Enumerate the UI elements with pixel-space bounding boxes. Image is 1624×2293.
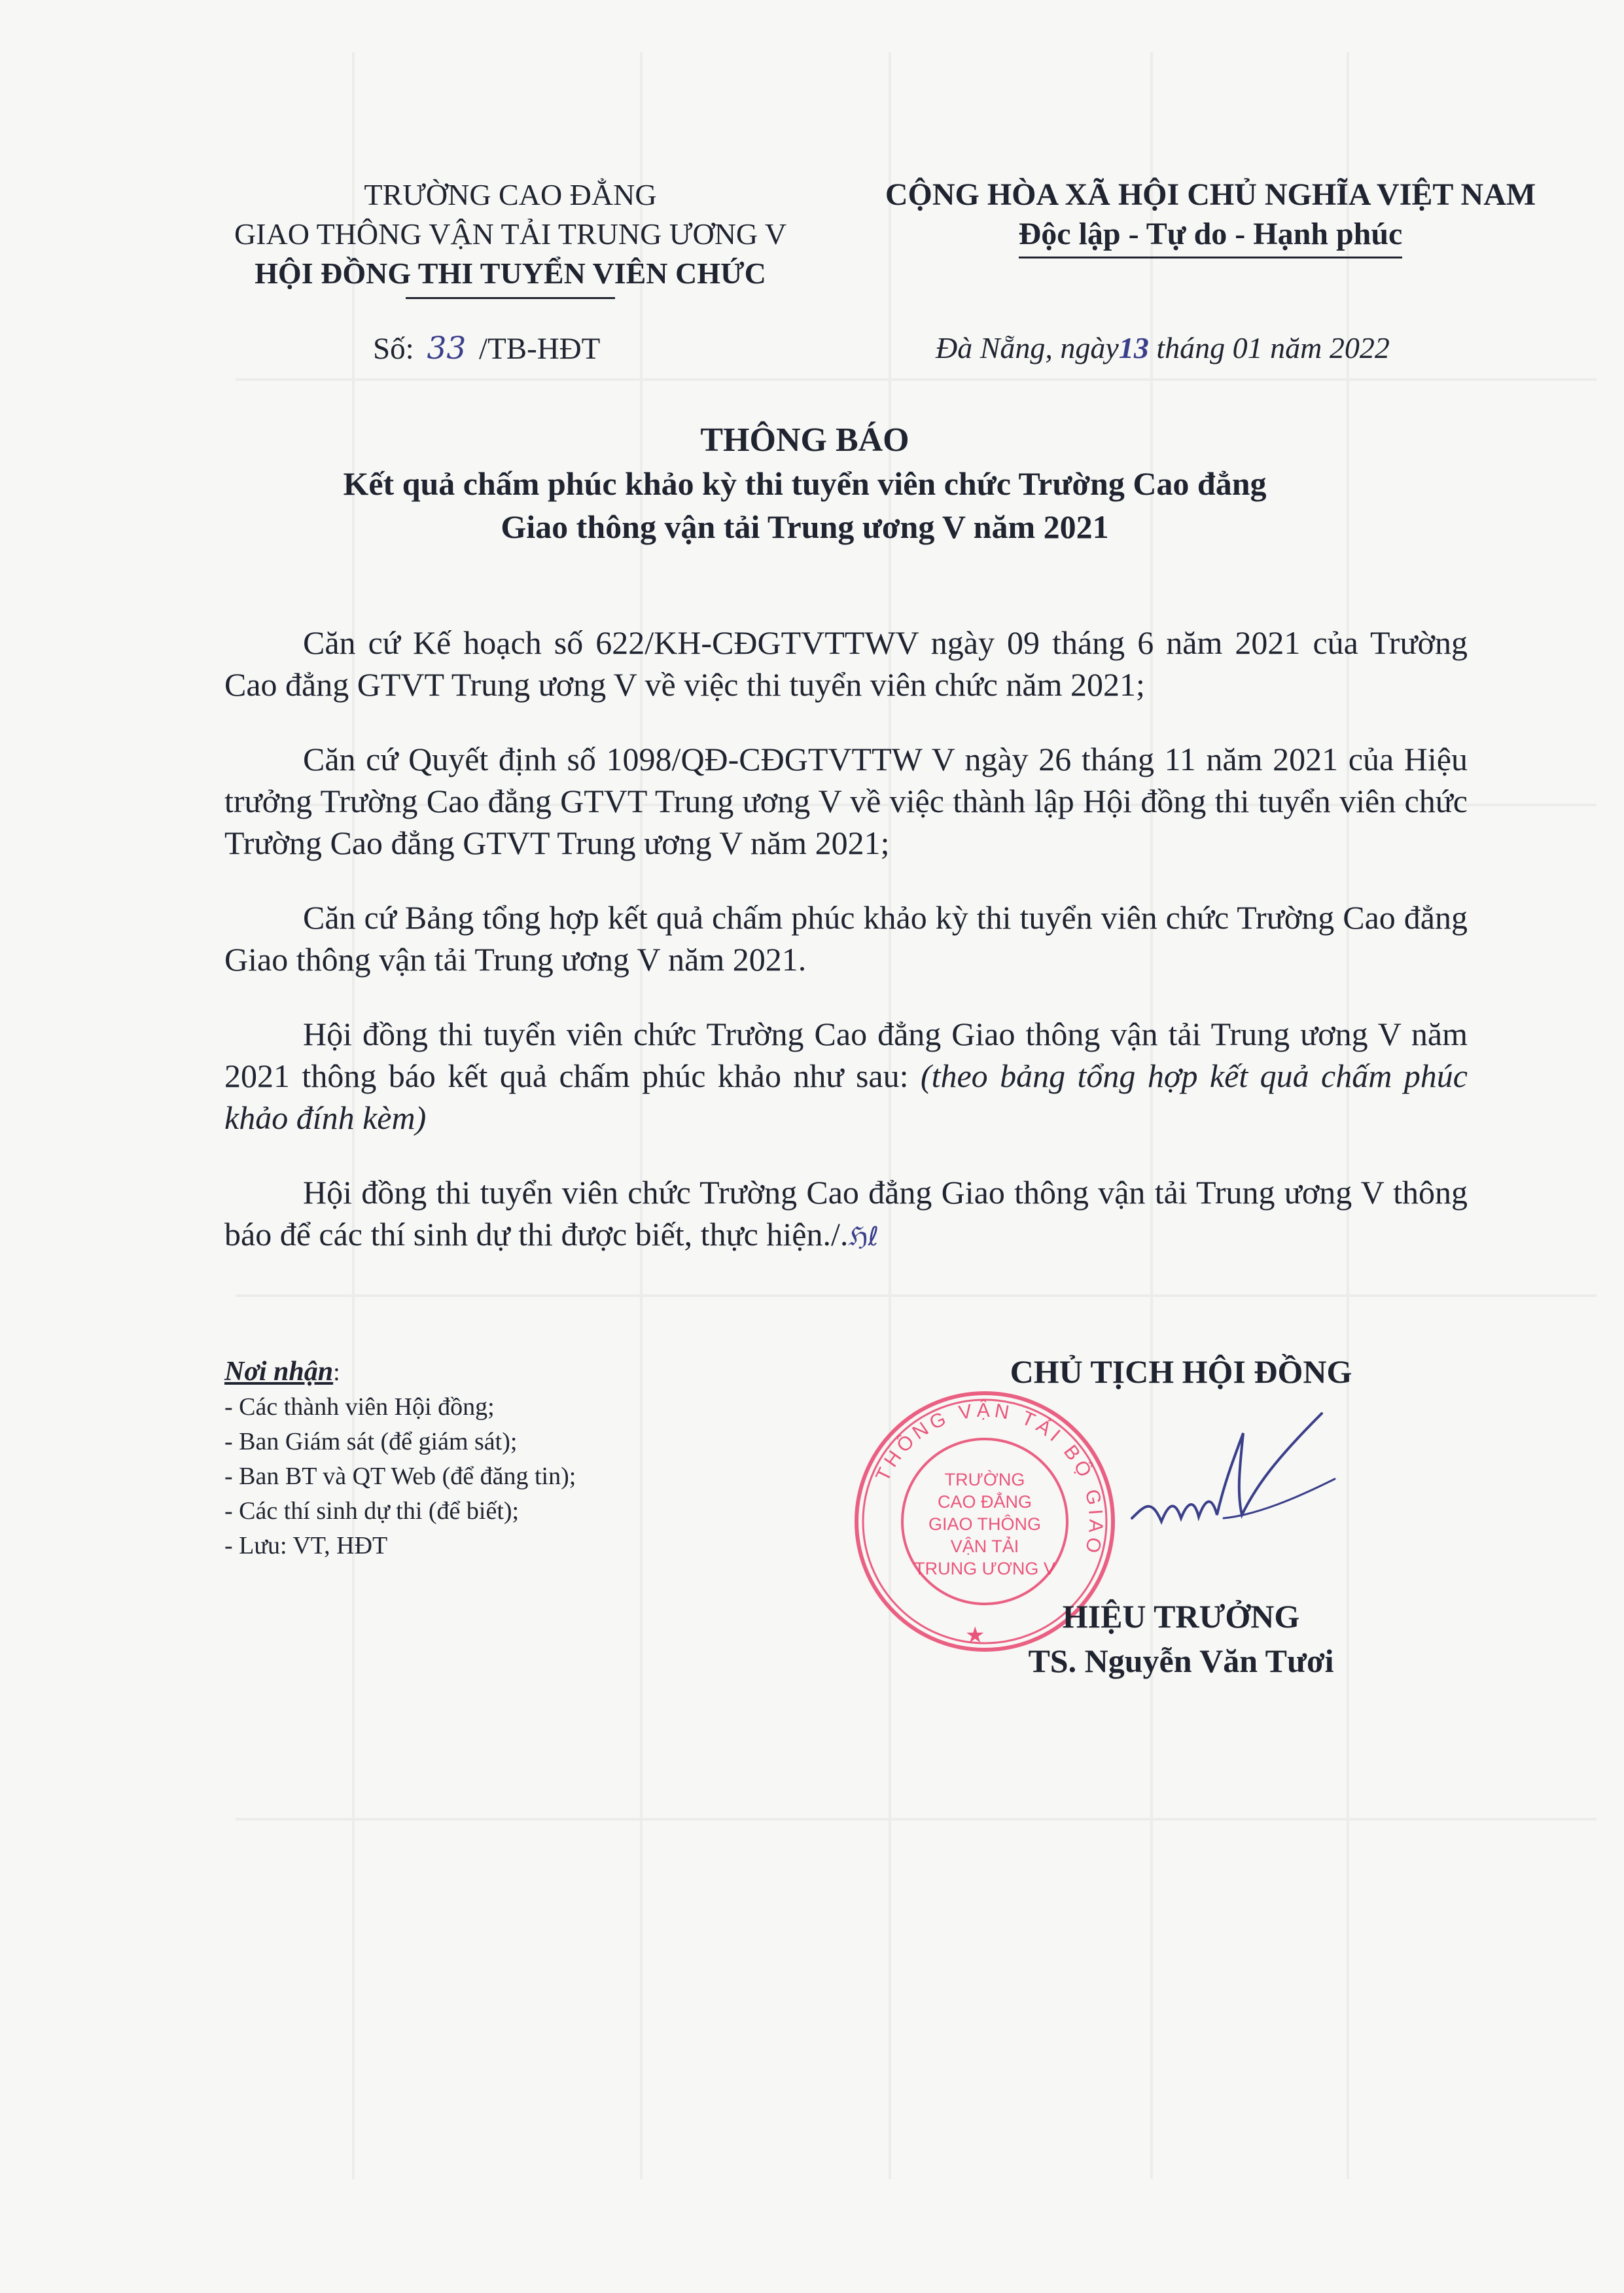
body-paragraph-4-note: (theo bảng tổng hợp kết quả chấm phúc khảo đính kèm) (224, 1058, 1468, 1136)
date-suffix: tháng 01 năm 2022 (1148, 331, 1390, 364)
recipient-item: - Lưu: VT, HĐT (224, 1532, 388, 1559)
body-paragraph-5-text: Hội đồng thi tuyển viên chức Trường Cao đẳng Giao thông vận tải Trung ương V thông báo để các thí sinh dự thi được biết, thực hiện./. (224, 1174, 1468, 1253)
seal-center-line: TRƯỜNG (944, 1470, 1025, 1489)
seal-ring-text: THÔNG VẬN TẢI BỘ GIAO (872, 1399, 1107, 1559)
recipients-colon: : (333, 1359, 340, 1386)
document-number (373, 330, 600, 366)
date-prefix: Đà Nẵng, ngày (936, 331, 1119, 364)
signer-role: HIỆU TRƯỞNG (1062, 1598, 1300, 1635)
body-paragraph-4 (224, 1013, 1468, 1139)
seal-center-line: CAO ĐẲNG (937, 1492, 1033, 1512)
recipient-item: - Các thành viên Hội đồng; (224, 1393, 495, 1421)
doc-number-handwritten: 33 (427, 330, 467, 366)
national-title: CỘNG HÒA XÃ HỘI CHỦ NGHĨA VIỆT NAM (885, 177, 1536, 212)
doc-number-suffix: /TB-HĐT (479, 332, 601, 366)
initials-mark: ℌℓ (848, 1222, 879, 1252)
recipient-item: - Các thí sinh dự thi (để biết); (224, 1497, 520, 1525)
body-paragraph-3: Căn cứ Bảng tổng hợp kết quả chấm phúc khảo kỳ thi tuyển viên chức Trường Cao đẳng Giao thông vận tải Trung ương V năm 2021. (224, 899, 1468, 978)
title-line-1: THÔNG BÁO (700, 421, 909, 459)
doc-number-prefix: Số: (373, 332, 414, 366)
signer-title: CHỦ TỊCH HỘI ĐỒNG (1010, 1353, 1352, 1390)
seal-star-icon: ★ (965, 1622, 985, 1648)
title-line-2: Kết quả chấm phúc khảo kỳ thi tuyển viên chức Trường Cao đẳng (343, 465, 1267, 502)
title-line-3: Giao thông vận tải Trung ương V năm 2021 (501, 508, 1109, 545)
issuer-header (196, 175, 824, 299)
issuer-line-1: TRƯỜNG CAO ĐẲNG (364, 178, 657, 211)
issuer-line-2: GIAO THÔNG VẬN TẢI TRUNG ƯƠNG V (234, 217, 787, 251)
body-paragraph-2: Căn cứ Quyết định số 1098/QĐ-CĐGTVTTW V ngày 26 tháng 11 năm 2021 của Hiệu trưởng Trường Cao đẳng GTVT Trung ương V về việc thành lập Hội đồng thi tuyển viên chức Trường Cao đẳng GTVT Trung ương V năm 2021; (224, 741, 1468, 861)
document-body (224, 622, 1468, 1290)
national-motto: Độc lập - Tự do - Hạnh phúc (1019, 215, 1403, 258)
signer-name: TS. Nguyễn Văn Tươi (1028, 1643, 1334, 1679)
national-header (851, 175, 1570, 258)
body-paragraph-1: Căn cứ Kế hoạch số 622/KH-CĐGTVTTWV ngày 09 tháng 6 năm 2021 của Trường Cao đẳng GTVT Trung ương V về việc thi tuyển viên chức năm 2021; (224, 624, 1468, 703)
seal-center-line: TRUNG ƯƠNG V (914, 1559, 1055, 1578)
recipients-list (224, 1355, 748, 1563)
date-day-handwritten: 13 (1118, 331, 1149, 364)
seal-center-line: GIAO THÔNG (928, 1514, 1042, 1534)
recipient-item: - Ban Giám sát (để giám sát); (224, 1428, 518, 1455)
recipients-heading: Nơi nhận (224, 1357, 334, 1387)
issuer-underline (406, 297, 615, 299)
seal-center-line: VẬN TẢI (950, 1537, 1019, 1556)
body-paragraph-4-text: Hội đồng thi tuyển viên chức Trường Cao đẳng Giao thông vận tải Trung ương V năm 2021 thông báo kết quả chấm phúc khảo như sau: (224, 1016, 1468, 1094)
signature-block (903, 1349, 1459, 1683)
issuer-council: HỘI ĐỒNG THI TUYỂN VIÊN CHỨC (255, 257, 766, 290)
recipient-item: - Ban BT và QT Web (để đăng tin); (224, 1463, 576, 1490)
date-line (936, 330, 1390, 365)
body-paragraph-5 (224, 1171, 1468, 1258)
document-title (196, 419, 1413, 548)
